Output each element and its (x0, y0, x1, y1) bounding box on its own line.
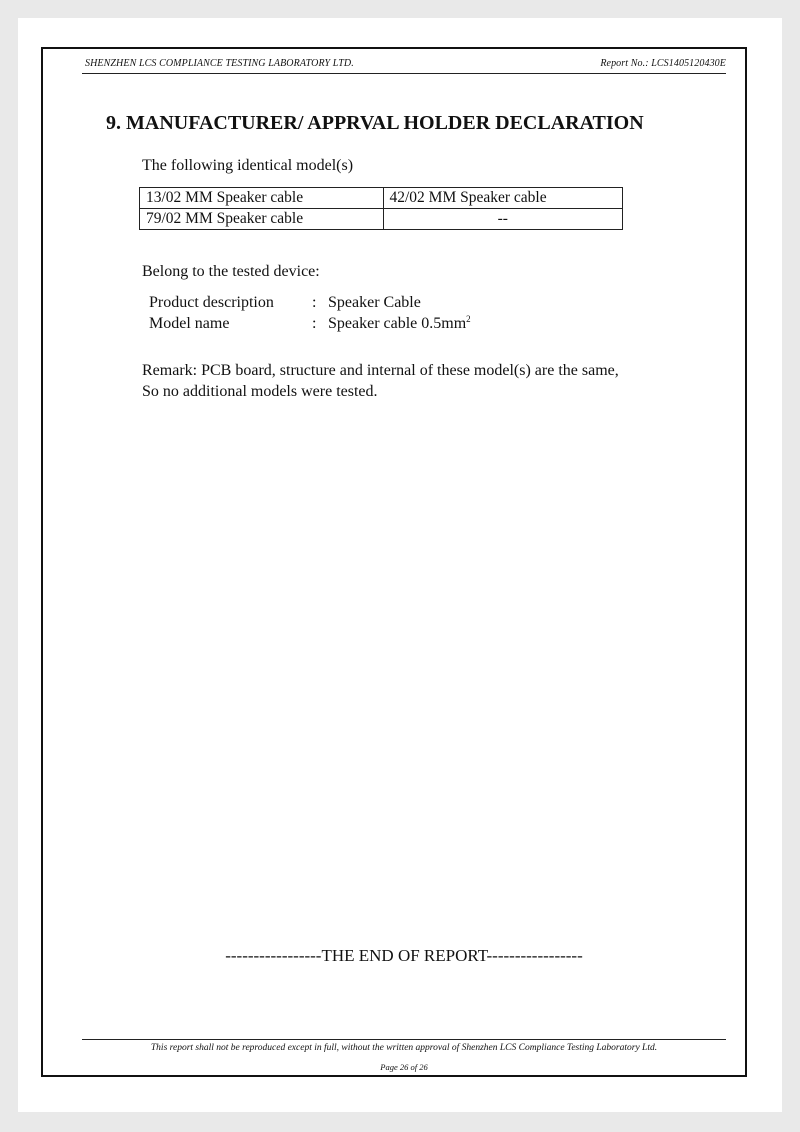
footer-note: This report shall not be reproduced except in full, without the written approval of Shenzhen LCS Compliance Testing Laboratory Ltd. (150, 1043, 658, 1053)
model-name-value: Speaker cable 0.5mm (328, 315, 467, 332)
superscript: 2 (466, 314, 471, 324)
table-cell: 79/02 MM Speaker cable (140, 209, 384, 230)
remark-paragraph (142, 360, 712, 402)
identical-models-intro: The following identical model(s) (142, 157, 354, 174)
model-name-row (149, 315, 471, 333)
page-header (85, 58, 726, 69)
identical-models-table (139, 187, 623, 230)
page-number: Page 26 of 26 (380, 1062, 428, 1072)
header-divider (82, 73, 726, 74)
end-of-report: -----------------THE END OF REPORT----------------- (225, 946, 583, 965)
table-cell: 42/02 MM Speaker cable (383, 188, 623, 209)
lab-name: SHENZHEN LCS COMPLIANCE TESTING LABORATORY LTD. (85, 58, 354, 69)
tested-device-heading: Belong to the tested device: (142, 263, 320, 280)
model-name-label: Model name (149, 315, 230, 332)
remark-line: So no additional models were tested. (142, 383, 378, 400)
product-description-label: Product description (149, 294, 274, 311)
product-description-value: Speaker Cable (328, 294, 421, 311)
report-number: Report No.: LCS1405120430E (600, 58, 726, 69)
separator: : (312, 315, 317, 332)
table-row (140, 209, 623, 230)
separator: : (312, 294, 317, 311)
table-cell: 13/02 MM Speaker cable (140, 188, 384, 209)
section-title: 9. MANUFACTURER/ APPRVAL HOLDER DECLARATION (106, 112, 644, 134)
remark-line: Remark: PCB board, structure and internal of these model(s) are the same, (142, 362, 619, 379)
footer-divider (82, 1039, 726, 1040)
product-description-row (149, 294, 421, 312)
table-cell: -- (383, 209, 623, 230)
table-row (140, 188, 623, 209)
